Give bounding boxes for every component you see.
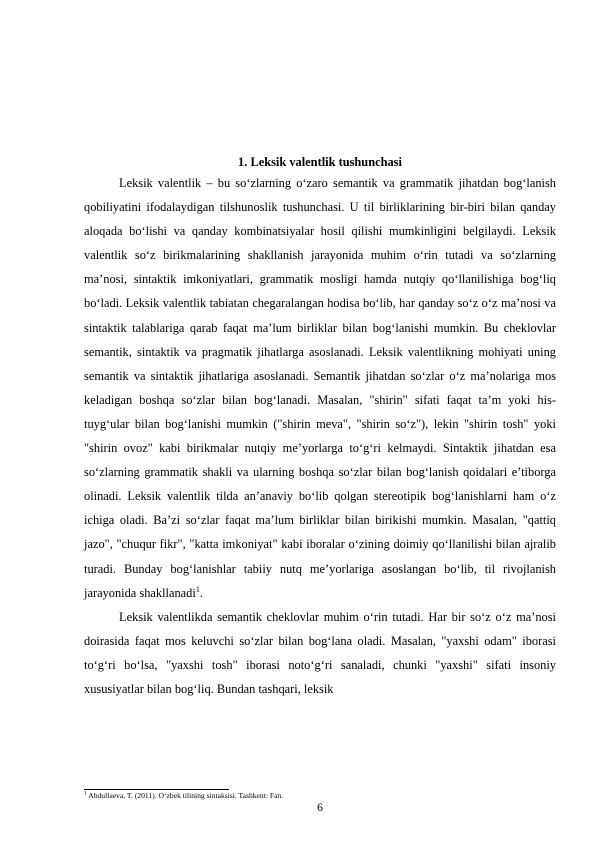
footnote-marker: 1 [84, 790, 87, 797]
page-number: 6 [317, 802, 323, 814]
section-heading: 1. Leksik valentlik tushunchasi [238, 155, 402, 169]
footnote-reference[interactable]: 1 [195, 584, 200, 594]
body-text [84, 171, 556, 701]
paragraph-1 [84, 171, 556, 605]
footnote [84, 791, 556, 801]
footnote-separator [84, 789, 229, 790]
footnote-text: Abdullaeva, T. (2011). O‘zbek tilining sintaksisi. Tashkent: Fan. [86, 791, 284, 800]
paragraph-2-text: Leksik valentlikda semantik cheklovlar muhim o‘rin tutadi. Har bir so‘z o‘z ma’nosi doirasida faqat mos keluvchi so‘zlar bilan bog‘lana oladi. Masalan, "yaxshi odam" iborasi to‘g‘ri bo‘lsa, "yaxshi tosh" iborasi noto‘g‘ri sanaladi, chunki "yaxshi" sifati insoniy xususiyatlar bilan bog‘liq. Bundan tashqari, leksik [84, 609, 556, 696]
paragraph-1-text: Leksik valentlik – bu so‘zlarning o‘zaro semantik va grammatik jihatdan bog‘lanish qobiliyatini ifodalaydigan tilshunoslik tushunchasi. U til birliklarining bir-biri bilan qanday aloqada bo‘lishi va qanday kombinatsiyalar hosil qilishi mumkinligini belgilaydi. Leksik valentlik so‘z birikmalarining shakllanish jarayonida muhim o‘rin tutadi va so‘zlarning ma’nosi, sintaktik imkoniyatlari, grammatik mosligi hamda nutqiy qo‘llanilishiga bog‘liq bo‘ladi. Leksik valentlik tabiatan chegaralangan hodisa bo‘lib, har qanday so‘z o‘z ma’nosi va sintaktik talablariga qarab faqat ma’lum birliklar bilan bog‘lanishi mumkin. Bu cheklovlar semantik, sintaktik va pragmatik jihatlarga asoslanadi. Leksik valentlikning mohiyati uning semantik va sintaktik jihatlariga asoslanadi. Semantik jihatdan so‘zlar o‘z ma’nolariga mos keladigan boshqa so‘zlar bilan bog‘lanadi. Masalan, "shirin" sifati faqat ta’m yoki his-tuyg‘ular bilan bog‘lanishi mumkin ("shirin meva", "shirin so‘z"), lekin "shirin tosh" yoki "shirin ovoz" kabi birikmalar nutqiy me’yorlarga to‘g‘ri kelmaydi. Sintaktik jihatdan esa so‘zlarning grammatik shakli va ularning boshqa so‘zlar bilan bog‘lanish qoidalari e’tiborga olinadi. Leksik valentlik tilda an’anaviy bo‘lib qolgan stereotipik bog‘lanishlarni ham o‘z ichiga oladi. Ba’zi so‘zlar faqat ma’lum birliklar bilan birikishi mumkin. Masalan, "qattiq jazo", "chuqur fikr", "katta imkoniyat" kabi iboralar o‘zining doimiy qo‘llanilishi bilan ajralib turadi. Bunday bog‘lanishlar tabiiy nutq me’yorlariga asoslangan bo‘lib, til rivojlanish jarayonida shakllanadi [84, 176, 556, 600]
paragraph-2 [84, 605, 556, 701]
paragraph-1-tail: . [199, 585, 203, 600]
